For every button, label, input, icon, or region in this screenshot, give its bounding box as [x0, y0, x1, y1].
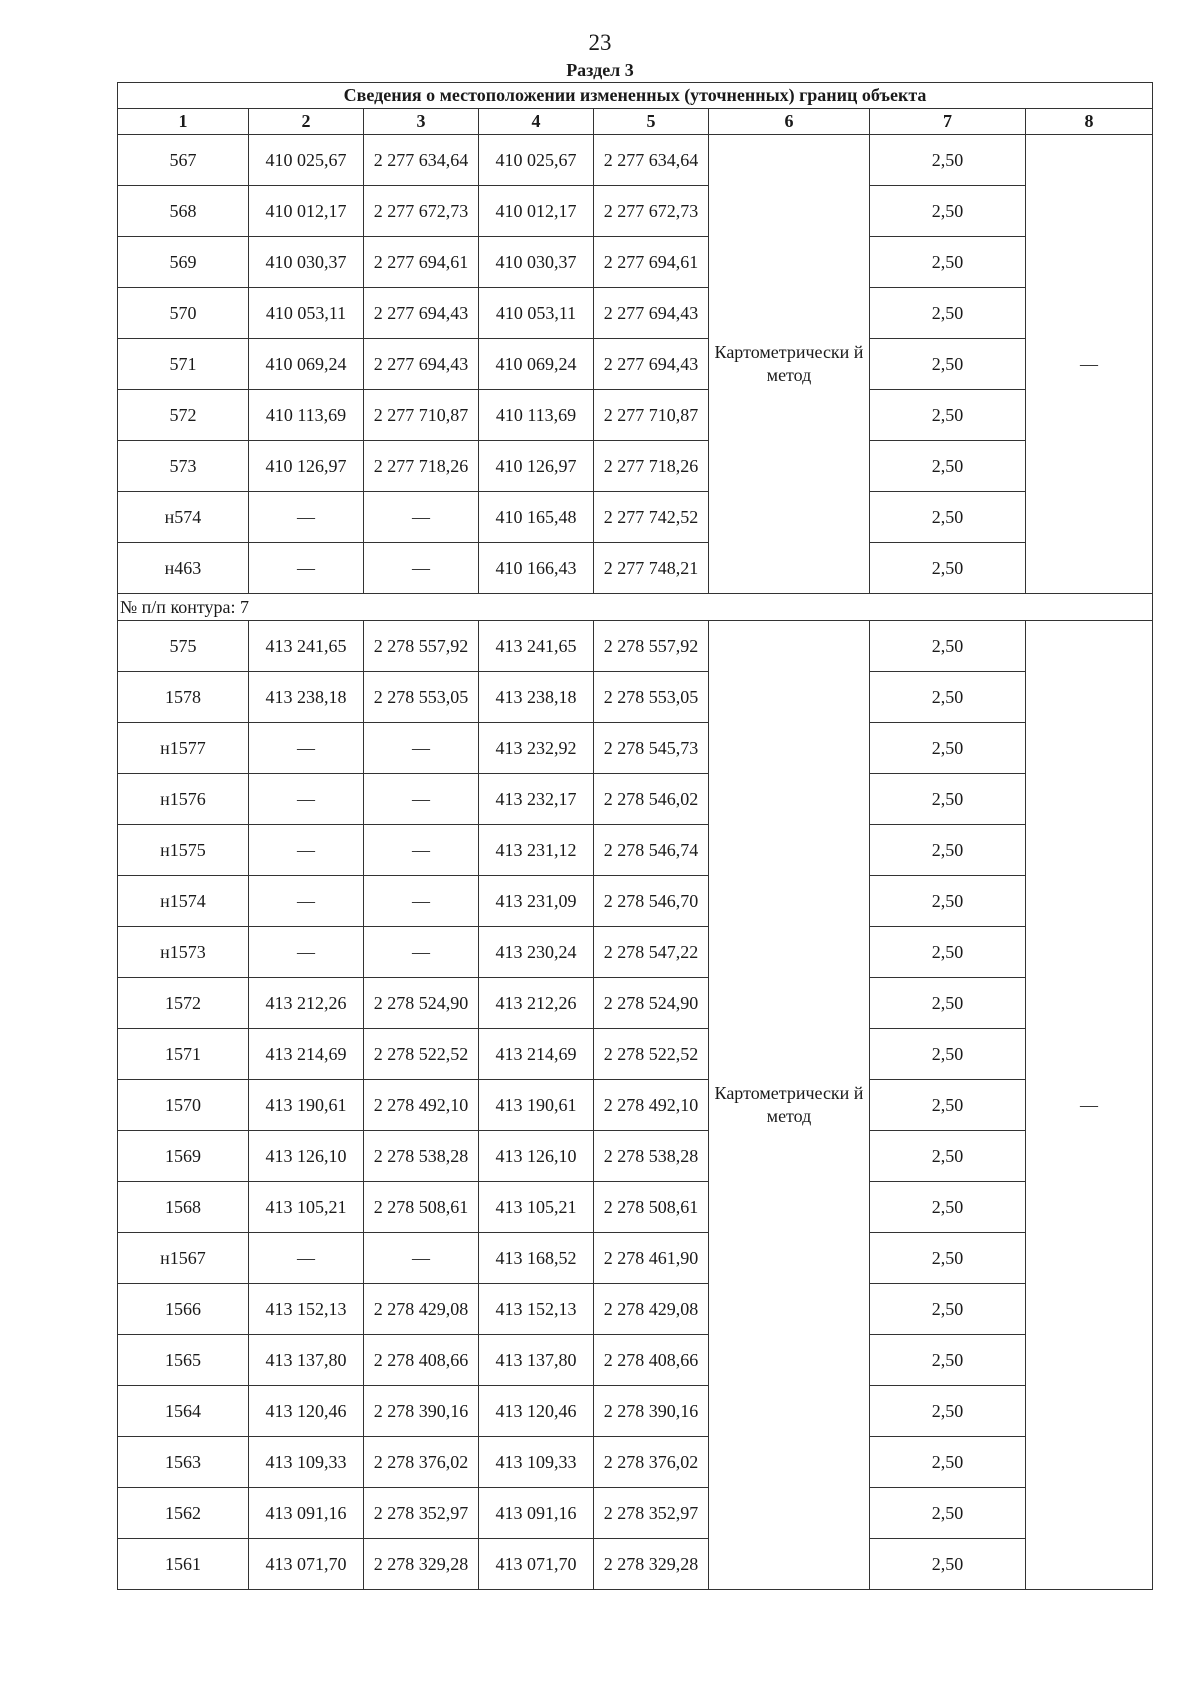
table-row: [118, 1131, 1153, 1182]
table-row: [118, 1233, 1153, 1284]
table-row: [118, 927, 1153, 978]
accuracy-cell: 2,50: [870, 237, 1026, 288]
accuracy-cell: 2,50: [870, 672, 1026, 723]
y-old-cell: 2 278 390,16: [364, 1386, 479, 1437]
accuracy-cell: 2,50: [870, 1080, 1026, 1131]
y-old-cell: 2 278 329,28: [364, 1539, 479, 1590]
x-old-cell: —: [249, 543, 364, 594]
point-number-cell: 568: [118, 186, 249, 237]
x-new-cell: 413 152,13: [479, 1284, 594, 1335]
x-old-cell: 413 126,10: [249, 1131, 364, 1182]
table-row: [118, 1182, 1153, 1233]
column-number: 7: [870, 109, 1026, 135]
y-old-cell: 2 277 694,43: [364, 339, 479, 390]
x-new-cell: 413 231,09: [479, 876, 594, 927]
point-number-cell: 1570: [118, 1080, 249, 1131]
table-caption: Сведения о местоположении измененных (уточненных) границ объекта: [118, 83, 1153, 109]
column-number: 6: [709, 109, 870, 135]
accuracy-cell: 2,50: [870, 1131, 1026, 1182]
y-old-cell: —: [364, 876, 479, 927]
y-old-cell: —: [364, 723, 479, 774]
y-new-cell: 2 277 742,52: [594, 492, 709, 543]
point-number-cell: н1567: [118, 1233, 249, 1284]
point-number-cell: 572: [118, 390, 249, 441]
y-old-cell: 2 277 694,43: [364, 288, 479, 339]
y-old-cell: 2 277 718,26: [364, 441, 479, 492]
y-old-cell: —: [364, 825, 479, 876]
table-row: [118, 876, 1153, 927]
y-new-cell: 2 278 546,02: [594, 774, 709, 825]
x-old-cell: 413 105,21: [249, 1182, 364, 1233]
x-old-cell: 410 113,69: [249, 390, 364, 441]
y-new-cell: 2 278 352,97: [594, 1488, 709, 1539]
accuracy-cell: 2,50: [870, 723, 1026, 774]
y-new-cell: 2 278 545,73: [594, 723, 709, 774]
x-old-cell: 413 190,61: [249, 1080, 364, 1131]
accuracy-cell: 2,50: [870, 621, 1026, 672]
x-new-cell: 413 212,26: [479, 978, 594, 1029]
x-old-cell: 413 212,26: [249, 978, 364, 1029]
x-old-cell: 413 214,69: [249, 1029, 364, 1080]
x-old-cell: 413 091,16: [249, 1488, 364, 1539]
y-old-cell: 2 278 376,02: [364, 1437, 479, 1488]
point-number-cell: н574: [118, 492, 249, 543]
accuracy-cell: 2,50: [870, 1539, 1026, 1590]
column-number: 3: [364, 109, 479, 135]
x-new-cell: 413 120,46: [479, 1386, 594, 1437]
y-old-cell: 2 278 524,90: [364, 978, 479, 1029]
y-old-cell: 2 277 672,73: [364, 186, 479, 237]
x-old-cell: —: [249, 1233, 364, 1284]
table-row: [118, 1488, 1153, 1539]
y-new-cell: 2 278 538,28: [594, 1131, 709, 1182]
x-new-cell: 413 232,17: [479, 774, 594, 825]
column-number-row: [118, 109, 1153, 135]
y-new-cell: 2 278 522,52: [594, 1029, 709, 1080]
x-old-cell: —: [249, 825, 364, 876]
x-old-cell: 410 030,37: [249, 237, 364, 288]
point-number-cell: н1574: [118, 876, 249, 927]
x-new-cell: 413 241,65: [479, 621, 594, 672]
table-row: [118, 723, 1153, 774]
table-row: [118, 672, 1153, 723]
accuracy-cell: 2,50: [870, 978, 1026, 1029]
y-new-cell: 2 277 718,26: [594, 441, 709, 492]
x-new-cell: 413 238,18: [479, 672, 594, 723]
table-row: [118, 441, 1153, 492]
y-new-cell: 2 277 634,64: [594, 135, 709, 186]
y-new-cell: 2 278 546,70: [594, 876, 709, 927]
y-old-cell: —: [364, 492, 479, 543]
y-new-cell: 2 278 492,10: [594, 1080, 709, 1131]
point-number-cell: 1571: [118, 1029, 249, 1080]
x-new-cell: 413 214,69: [479, 1029, 594, 1080]
x-old-cell: 413 152,13: [249, 1284, 364, 1335]
x-new-cell: 413 230,24: [479, 927, 594, 978]
y-new-cell: 2 277 748,21: [594, 543, 709, 594]
y-new-cell: 2 278 376,02: [594, 1437, 709, 1488]
point-number-cell: 573: [118, 441, 249, 492]
x-new-cell: 410 113,69: [479, 390, 594, 441]
y-new-cell: 2 278 547,22: [594, 927, 709, 978]
y-new-cell: 2 277 694,43: [594, 288, 709, 339]
point-number-cell: 1561: [118, 1539, 249, 1590]
column8-cell: —: [1026, 621, 1153, 1590]
table-row: [118, 1539, 1153, 1590]
contour-label-row: [118, 594, 1153, 621]
accuracy-cell: 2,50: [870, 135, 1026, 186]
accuracy-cell: 2,50: [870, 492, 1026, 543]
x-old-cell: 413 071,70: [249, 1539, 364, 1590]
y-new-cell: 2 278 390,16: [594, 1386, 709, 1437]
y-old-cell: 2 278 538,28: [364, 1131, 479, 1182]
column-number: 1: [118, 109, 249, 135]
y-old-cell: 2 278 508,61: [364, 1182, 479, 1233]
y-old-cell: 2 278 522,52: [364, 1029, 479, 1080]
y-new-cell: 2 278 461,90: [594, 1233, 709, 1284]
x-new-cell: 410 025,67: [479, 135, 594, 186]
y-new-cell: 2 278 546,74: [594, 825, 709, 876]
y-new-cell: 2 277 694,43: [594, 339, 709, 390]
table-row: [118, 543, 1153, 594]
accuracy-cell: 2,50: [870, 927, 1026, 978]
y-new-cell: 2 278 429,08: [594, 1284, 709, 1335]
y-old-cell: 2 278 492,10: [364, 1080, 479, 1131]
y-new-cell: 2 277 694,61: [594, 237, 709, 288]
y-old-cell: 2 278 553,05: [364, 672, 479, 723]
accuracy-cell: 2,50: [870, 1488, 1026, 1539]
point-number-cell: 575: [118, 621, 249, 672]
y-new-cell: 2 277 710,87: [594, 390, 709, 441]
x-old-cell: 410 126,97: [249, 441, 364, 492]
point-number-cell: 570: [118, 288, 249, 339]
accuracy-cell: 2,50: [870, 1182, 1026, 1233]
point-number-cell: н463: [118, 543, 249, 594]
x-old-cell: 413 241,65: [249, 621, 364, 672]
point-number-cell: 1565: [118, 1335, 249, 1386]
table-row: [118, 390, 1153, 441]
x-new-cell: 413 137,80: [479, 1335, 594, 1386]
accuracy-cell: 2,50: [870, 774, 1026, 825]
point-number-cell: н1577: [118, 723, 249, 774]
x-new-cell: 410 012,17: [479, 186, 594, 237]
table-row: [118, 339, 1153, 390]
y-old-cell: 2 278 408,66: [364, 1335, 479, 1386]
y-new-cell: 2 278 553,05: [594, 672, 709, 723]
point-number-cell: 1564: [118, 1386, 249, 1437]
x-new-cell: 413 109,33: [479, 1437, 594, 1488]
column8-cell: —: [1026, 135, 1153, 594]
point-number-cell: 1578: [118, 672, 249, 723]
y-new-cell: 2 278 508,61: [594, 1182, 709, 1233]
page-number: 23: [588, 30, 612, 55]
accuracy-cell: 2,50: [870, 186, 1026, 237]
y-old-cell: 2 278 352,97: [364, 1488, 479, 1539]
y-new-cell: 2 278 329,28: [594, 1539, 709, 1590]
y-new-cell: 2 278 408,66: [594, 1335, 709, 1386]
x-old-cell: 410 069,24: [249, 339, 364, 390]
y-new-cell: 2 278 524,90: [594, 978, 709, 1029]
y-old-cell: —: [364, 927, 479, 978]
y-old-cell: 2 277 694,61: [364, 237, 479, 288]
accuracy-cell: 2,50: [870, 825, 1026, 876]
y-old-cell: 2 278 557,92: [364, 621, 479, 672]
table-row: [118, 1437, 1153, 1488]
table-row: [118, 1386, 1153, 1437]
column-number: 4: [479, 109, 594, 135]
y-old-cell: —: [364, 774, 479, 825]
y-new-cell: 2 277 672,73: [594, 186, 709, 237]
accuracy-cell: 2,50: [870, 339, 1026, 390]
x-new-cell: 413 190,61: [479, 1080, 594, 1131]
table-row: [118, 621, 1153, 672]
column-number: 2: [249, 109, 364, 135]
point-number-cell: н1576: [118, 774, 249, 825]
x-old-cell: —: [249, 492, 364, 543]
x-old-cell: 413 238,18: [249, 672, 364, 723]
column-number: 8: [1026, 109, 1153, 135]
x-new-cell: 410 166,43: [479, 543, 594, 594]
x-old-cell: 410 053,11: [249, 288, 364, 339]
column-number: 5: [594, 109, 709, 135]
x-old-cell: 413 137,80: [249, 1335, 364, 1386]
accuracy-cell: 2,50: [870, 288, 1026, 339]
y-new-cell: 2 278 557,92: [594, 621, 709, 672]
accuracy-cell: 2,50: [870, 1284, 1026, 1335]
table-row: [118, 825, 1153, 876]
y-old-cell: —: [364, 1233, 479, 1284]
accuracy-cell: 2,50: [870, 1386, 1026, 1437]
contour-label: № п/п контура: 7: [118, 594, 1153, 621]
method-cell: Картометрически й метод: [709, 135, 870, 594]
table-row: [118, 1335, 1153, 1386]
x-new-cell: 410 165,48: [479, 492, 594, 543]
table-row: [118, 1080, 1153, 1131]
table-row: [118, 186, 1153, 237]
accuracy-cell: 2,50: [870, 876, 1026, 927]
point-number-cell: 1568: [118, 1182, 249, 1233]
x-new-cell: 413 126,10: [479, 1131, 594, 1182]
accuracy-cell: 2,50: [870, 543, 1026, 594]
point-number-cell: н1573: [118, 927, 249, 978]
point-number-cell: 1566: [118, 1284, 249, 1335]
x-old-cell: —: [249, 723, 364, 774]
x-new-cell: 410 069,24: [479, 339, 594, 390]
point-number-cell: 567: [118, 135, 249, 186]
table-row: [118, 135, 1153, 186]
x-new-cell: 413 232,92: [479, 723, 594, 774]
point-number-cell: 1572: [118, 978, 249, 1029]
section-title: Раздел 3: [566, 60, 634, 80]
x-old-cell: —: [249, 927, 364, 978]
accuracy-cell: 2,50: [870, 1335, 1026, 1386]
x-new-cell: 410 053,11: [479, 288, 594, 339]
x-old-cell: —: [249, 774, 364, 825]
point-number-cell: 569: [118, 237, 249, 288]
table-row: [118, 1029, 1153, 1080]
point-number-cell: 1569: [118, 1131, 249, 1182]
x-new-cell: 413 168,52: [479, 1233, 594, 1284]
y-old-cell: 2 277 710,87: [364, 390, 479, 441]
boundary-table: [117, 82, 1153, 1590]
table-row: [118, 492, 1153, 543]
x-new-cell: 410 126,97: [479, 441, 594, 492]
x-new-cell: 410 030,37: [479, 237, 594, 288]
accuracy-cell: 2,50: [870, 1437, 1026, 1488]
accuracy-cell: 2,50: [870, 1029, 1026, 1080]
table-row: [118, 288, 1153, 339]
point-number-cell: 1563: [118, 1437, 249, 1488]
x-old-cell: —: [249, 876, 364, 927]
y-old-cell: —: [364, 543, 479, 594]
table-row: [118, 237, 1153, 288]
table-row: [118, 1284, 1153, 1335]
x-old-cell: 413 109,33: [249, 1437, 364, 1488]
x-new-cell: 413 091,16: [479, 1488, 594, 1539]
point-number-cell: н1575: [118, 825, 249, 876]
table-row: [118, 978, 1153, 1029]
table-row: [118, 774, 1153, 825]
y-old-cell: 2 278 429,08: [364, 1284, 479, 1335]
x-new-cell: 413 105,21: [479, 1182, 594, 1233]
x-old-cell: 410 012,17: [249, 186, 364, 237]
accuracy-cell: 2,50: [870, 1233, 1026, 1284]
x-old-cell: 410 025,67: [249, 135, 364, 186]
accuracy-cell: 2,50: [870, 390, 1026, 441]
point-number-cell: 571: [118, 339, 249, 390]
y-old-cell: 2 277 634,64: [364, 135, 479, 186]
x-new-cell: 413 231,12: [479, 825, 594, 876]
accuracy-cell: 2,50: [870, 441, 1026, 492]
x-new-cell: 413 071,70: [479, 1539, 594, 1590]
x-old-cell: 413 120,46: [249, 1386, 364, 1437]
method-cell: Картометрически й метод: [709, 621, 870, 1590]
point-number-cell: 1562: [118, 1488, 249, 1539]
